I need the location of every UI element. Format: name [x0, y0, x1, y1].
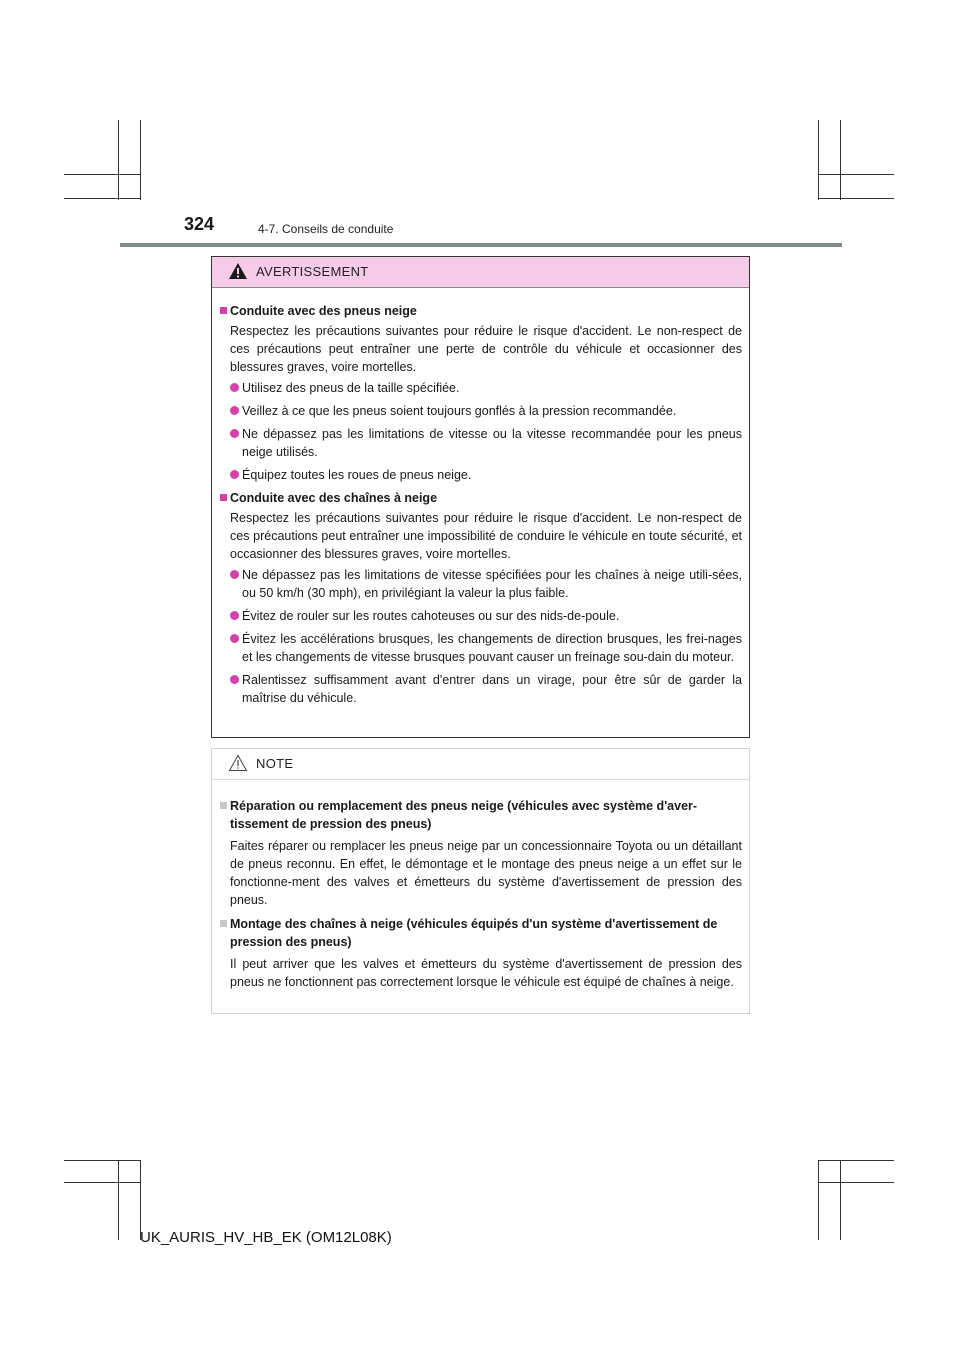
note-heading: NOTE [256, 756, 294, 771]
crop-mark [818, 1160, 819, 1240]
note-section-repair [220, 797, 742, 909]
circle-bullet-icon [230, 406, 239, 415]
circle-bullet-icon [230, 470, 239, 479]
bullet-list [220, 379, 742, 484]
warning-section-snow-chains [220, 489, 742, 707]
square-bullet-icon [220, 802, 227, 809]
document-code: UK_AURIS_HV_HB_EK (OM12L08K) [140, 1229, 392, 1246]
crop-mark [118, 1160, 119, 1240]
section-heading-text: Conduite avec des chaînes à neige [230, 491, 438, 505]
square-bullet-icon [220, 494, 227, 501]
section-heading-text: Conduite avec des pneus neige [230, 304, 417, 318]
bullet-list [220, 566, 742, 707]
section-paragraph: Faites réparer ou remplacer les pneus neige par un concessionnaire Toyota ou un détaillant de pneus reconnu. En effet, le démontage et le montage des pneus neige a un effet sur le fonctionne-ment des valves et émetteurs du système d'avertissement de pression des pneus. [230, 839, 742, 907]
list-item [230, 566, 742, 602]
circle-bullet-icon [230, 383, 239, 392]
section-heading [220, 797, 742, 833]
list-item-text: Évitez les accélérations brusques, les changements de direction brusques, les frei-nages et les changements de vitesse brusques pouvant causer un freinage sou-dain du moteur. [242, 632, 742, 664]
list-item-text: Ne dépassez pas les limitations de vitesse ou la vitesse recommandée pour les pneus neige utilisés. [242, 427, 742, 459]
header-rule [120, 243, 842, 247]
note-body [212, 797, 749, 991]
list-item-text: Ne dépassez pas les limitations de vitesse spécifiées pour les chaînes à neige utili-sées, ou 50 km/h (30 mph), en privilégiant la valeur la plus faible. [242, 568, 742, 600]
crop-mark [140, 1160, 141, 1240]
crop-mark [64, 1160, 140, 1161]
warning-heading: AVERTISSEMENT [256, 264, 369, 279]
crop-mark [840, 120, 841, 200]
crop-mark [818, 198, 894, 199]
list-item-text: Équipez toutes les roues de pneus neige. [242, 468, 472, 482]
section-paragraph: Il peut arriver que les valves et émetteurs du système d'avertissement de pression des pneus ne fonctionnent pas correctement lorsque le véhicule est équipé de chaînes à neige. [230, 957, 742, 989]
list-item-text: Utilisez des pneus de la taille spécifiée. [242, 381, 460, 395]
circle-bullet-icon [230, 611, 239, 620]
caution-triangle-icon [228, 754, 248, 772]
list-item-text: Ralentissez suffisamment avant d'entrer dans un virage, pour être sûr de garder la maîtrise du véhicule. [242, 673, 742, 705]
warning-section-snow-tires [220, 302, 742, 484]
section-heading-text: Montage des chaînes à neige (véhicules équipés d'un système d'avertissement de pression des pneus) [230, 917, 718, 949]
crop-mark [818, 1182, 894, 1183]
crop-mark [64, 1182, 140, 1183]
page-number: 324 [184, 214, 215, 234]
circle-bullet-icon [230, 634, 239, 643]
list-item-text: Évitez de rouler sur les routes cahoteuses ou sur des nids-de-poule. [242, 609, 620, 623]
warning-body [212, 302, 749, 712]
crop-mark [118, 120, 119, 200]
crop-mark [818, 174, 894, 175]
section-paragraph: Respectez les précautions suivantes pour réduire le risque d'accident. Le non-respect de ces précautions peut entraîner une impossibilité de conduire le véhicule en toute sécurité, et occasionner des blessures graves, voire mortelles. [230, 511, 742, 561]
circle-bullet-icon [230, 429, 239, 438]
list-item [230, 607, 742, 625]
list-item [230, 630, 742, 666]
note-header [212, 749, 749, 780]
list-item [230, 466, 742, 484]
list-item [230, 379, 742, 397]
warning-triangle-icon [228, 262, 248, 280]
warning-header [212, 257, 749, 288]
section-paragraph: Respectez les précautions suivantes pour réduire le risque d'accident. Le non-respect de ces précautions peut entraîner une perte de contrôle du véhicule et occasionner des blessures graves, voire mortelles. [230, 324, 742, 374]
section-title: 4-7. Conseils de conduite [258, 222, 394, 236]
crop-mark [140, 120, 141, 200]
list-item-text: Veillez à ce que les pneus soient toujours gonflés à la pression recommandée. [242, 404, 677, 418]
crop-mark [64, 198, 140, 199]
section-heading [220, 302, 742, 320]
note-box [211, 748, 750, 1014]
crop-mark [64, 174, 140, 175]
crop-mark [840, 1160, 841, 1240]
section-heading [220, 915, 742, 951]
circle-bullet-icon [230, 570, 239, 579]
section-heading-text: Réparation ou remplacement des pneus neige (véhicules avec système d'aver-tissement de pression des pneus) [230, 799, 698, 831]
warning-box [211, 256, 750, 738]
square-bullet-icon [220, 307, 227, 314]
note-section-chains [220, 915, 742, 991]
section-heading [220, 489, 742, 507]
list-item [230, 671, 742, 707]
crop-mark [818, 1160, 894, 1161]
list-item [230, 402, 742, 420]
circle-bullet-icon [230, 675, 239, 684]
square-bullet-icon [220, 920, 227, 927]
crop-mark [818, 120, 819, 200]
list-item [230, 425, 742, 461]
